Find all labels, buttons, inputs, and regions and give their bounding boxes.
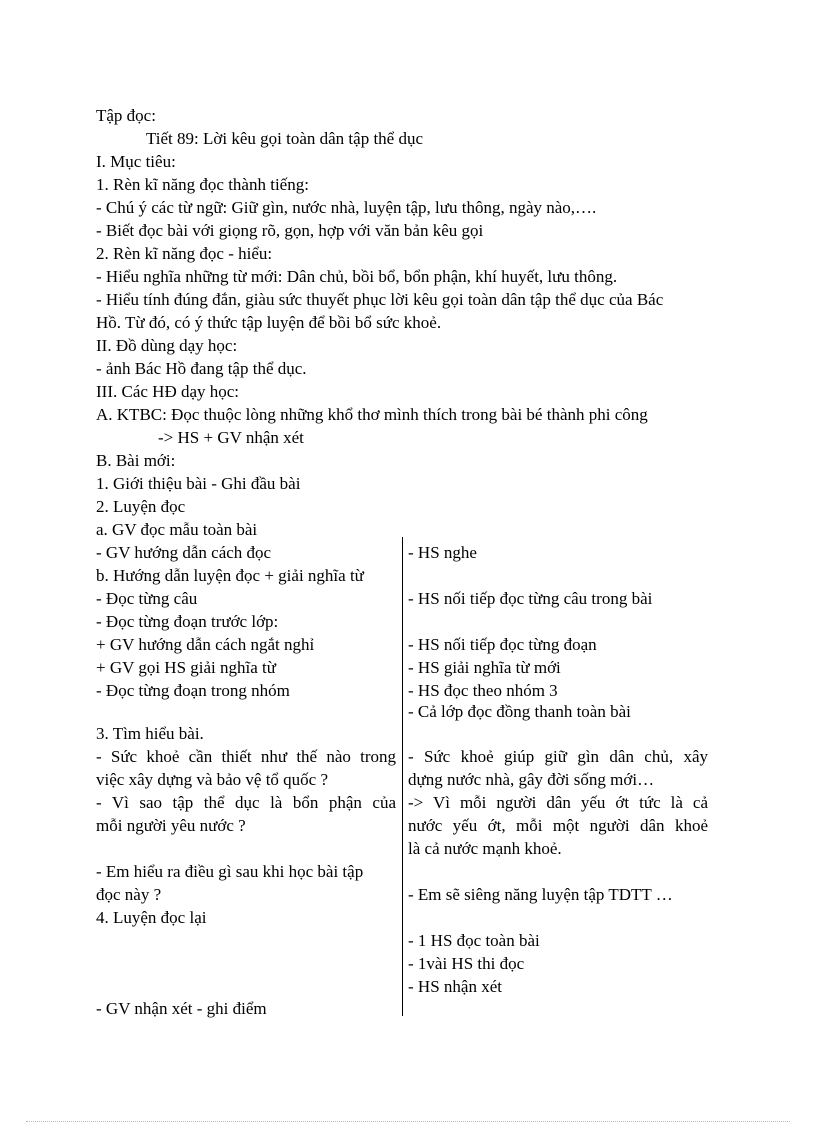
question-2-line1: - Vì sao tập thể dục là bổn phận của: [96, 793, 396, 812]
objectives-heading: I. Mục tiêu:: [96, 152, 176, 171]
reading-substep-a: a. GV đọc mẫu toàn bài: [96, 520, 258, 539]
skill2-item1: - Hiểu nghĩa những từ mới: Dân chủ, bồi bổ, bổn phận, khí huyết, lưu thông.: [96, 267, 618, 286]
skill2-item2-line1: - Hiểu tính đúng đắn, giàu sức thuyết phục lời kêu gọi toàn dân tập thể dục của Bác: [96, 290, 664, 309]
teacher-row-7: - Đọc từng đoạn trong nhóm: [96, 681, 290, 700]
teacher-row-3: - Đọc từng câu: [96, 589, 198, 608]
teacher-row-10: - GV nhận xét - ghi điểm: [96, 999, 267, 1018]
materials-item1: - ảnh Bác Hồ đang tập thể dục.: [96, 359, 307, 378]
answer-2-line1: -> Vì mỗi người dân yếu ớt tức là cả: [408, 793, 708, 812]
lesson-title: Tiết 89: Lời kêu gọi toàn dân tập thể dục: [146, 129, 424, 148]
question-2-line2: mỗi người yêu nước ?: [96, 816, 246, 835]
answer-2-line3: là cả nước mạnh khoẻ.: [408, 839, 562, 858]
skill2-item2-line2: Hồ. Từ đó, có ý thức tập luyện để bồi bổ sức khoẻ.: [96, 313, 442, 332]
column-divider: [402, 537, 403, 1016]
intro-step: 1. Giới thiệu bài - Ghi đầu bài: [96, 474, 301, 493]
question-3-line1: - Em hiểu ra điều gì sau khi học bài tập: [96, 862, 364, 881]
reading-step: 2. Luyện đọc: [96, 497, 186, 516]
teacher-row-1: - GV hướng dẫn cách đọc: [96, 543, 272, 562]
teacher-row-4: - Đọc từng đoạn trước lớp:: [96, 612, 279, 631]
teacher-row-5: + GV hướng dẫn cách ngắt nghỉ: [96, 635, 315, 654]
student-row-9b: - 1vài HS thi đọc: [408, 954, 525, 973]
student-row-1: - HS nghe: [408, 543, 477, 562]
student-row-6: - HS giải nghĩa từ mới: [408, 658, 561, 677]
new-lesson-heading: B. Bài mới:: [96, 451, 176, 470]
teacher-row-8: 3. Tìm hiểu bài.: [96, 724, 204, 743]
ktbc-line: A. KTBC: Đọc thuộc lòng những khổ thơ mình thích trong bài bé thành phi công: [96, 405, 648, 424]
answer-2-line2: nước yếu ớt, mỗi một người dân khoẻ: [408, 816, 708, 835]
answer-3: - Em sẽ siêng năng luyện tập TDTT …: [408, 885, 673, 904]
activities-heading: III. Các HĐ dạy học:: [96, 382, 240, 401]
page-footer-rule: [26, 1121, 790, 1122]
student-row-7: - HS đọc theo nhóm 3: [408, 681, 558, 700]
question-1-line2: việc xây dựng và bảo vệ tổ quốc ?: [96, 770, 329, 789]
student-row-5: - HS nối tiếp đọc từng đoạn: [408, 635, 597, 654]
skill1-heading: 1. Rèn kĩ năng đọc thành tiếng:: [96, 175, 309, 194]
student-row-3: - HS nối tiếp đọc từng câu trong bài: [408, 589, 653, 608]
teacher-row-2: b. Hướng dẫn luyện đọc + giải nghĩa từ: [96, 566, 364, 585]
student-row-9a: - 1 HS đọc toàn bài: [408, 931, 540, 950]
materials-heading: II. Đồ dùng dạy học:: [96, 336, 238, 355]
subject-label: Tập đọc:: [96, 106, 156, 125]
question-1-line1: - Sức khoẻ cần thiết như thế nào trong: [96, 747, 396, 766]
teacher-row-6: + GV gọi HS giải nghĩa từ: [96, 658, 276, 677]
skill1-item2: - Biết đọc bài với giọng rõ, gọn, hợp với văn bản kêu gọi: [96, 221, 484, 240]
skill1-item1: - Chú ý các từ ngữ: Giữ gìn, nước nhà, luyện tập, lưu thông, ngày nào,….: [96, 198, 597, 217]
student-row-9c: - HS nhận xét: [408, 977, 502, 996]
answer-1-line1: - Sức khoẻ giúp giữ gìn dân chủ, xây: [408, 747, 708, 766]
question-3-line2: đọc này ?: [96, 885, 162, 904]
teacher-row-9: 4. Luyện đọc lại: [96, 908, 207, 927]
answer-1-line2: dựng nước nhà, gây đời sống mới…: [408, 770, 655, 789]
skill2-heading: 2. Rèn kĩ năng đọc - hiểu:: [96, 244, 273, 263]
student-row-7b: - Cả lớp đọc đồng thanh toàn bài: [408, 702, 631, 721]
ktbc-result: -> HS + GV nhận xét: [158, 428, 304, 447]
